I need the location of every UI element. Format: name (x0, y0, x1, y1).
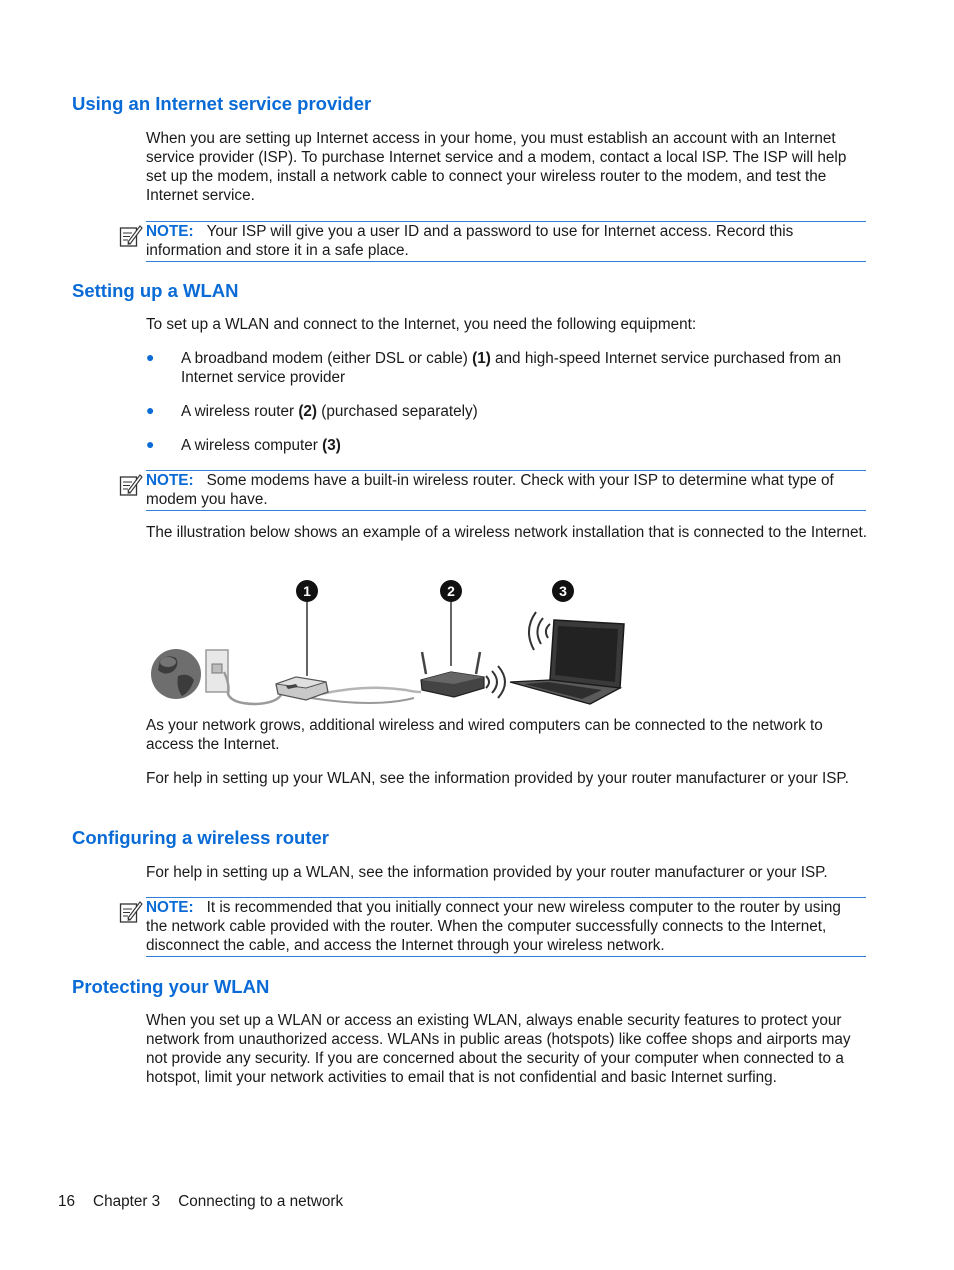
wifi-signal-icon (529, 612, 550, 650)
bullet-text: A wireless router (2) (purchased separately) (181, 403, 478, 420)
wall-jack-icon (206, 650, 228, 692)
note-router (146, 897, 866, 957)
laptop-icon (510, 620, 624, 704)
router-icon (421, 652, 484, 697)
note-text: It is recommended that you initially connect your new wireless computer to the router by using the network cable provided with the router. When the computer successfully connects to the Internet, disconnect the cable, and access the Internet through your wireless network. (146, 899, 841, 954)
wireless-network-illustration (146, 576, 636, 711)
heading-wlan: Setting up a WLAN (72, 280, 239, 301)
heading-protect: Protecting your WLAN (72, 976, 270, 997)
note-isp (146, 221, 866, 262)
modem-icon (276, 677, 328, 700)
isp-paragraph: When you are setting up Internet access in your home, you must establish an account with an Internet service provider (ISP). To purchase Internet service and a modem, contact a local ISP. The ISP will help set up the modem, install a network cable to connect your wireless router to the modem, and test the Internet service. (146, 130, 847, 204)
bullet-text: A broadband modem (either DSL or cable) (1) and high-speed Internet service purchased from an Internet service provider (181, 350, 842, 386)
callout-3 (552, 580, 574, 602)
protect-paragraph: When you set up a WLAN or access an existing WLAN, always enable security features to protect your network from unauthorized access. WLANs in public areas (hotspots) like coffee shops and airports may not provide any security. If you are concerned about the security of your computer when connected to a hotspot, limit your network activities to email that is not confidential and basic Internet surfing. (146, 1012, 851, 1086)
heading-isp: Using an Internet service provider (72, 93, 372, 114)
after-illustration-1: As your network grows, additional wireless and wired computers can be connected to the network to access the Internet. (146, 717, 823, 753)
note-modem (146, 470, 866, 511)
note-pencil-icon (119, 224, 143, 248)
router-paragraph: For help in setting up a WLAN, see the information provided by your router manufacturer or your ISP. (146, 864, 828, 881)
note-text: Your ISP will give you a user ID and a password to use for Internet access. Record this information and store it in a safe place. (146, 223, 794, 259)
note-label: NOTE: (146, 223, 194, 240)
bullet-text: A wireless computer (3) (181, 437, 341, 454)
chapter-title: Connecting to a network (178, 1193, 344, 1210)
svg-text:2: 2 (447, 583, 455, 599)
chapter-label: Chapter 3 (93, 1193, 161, 1210)
note-text: Some modems have a built-in wireless router. Check with your ISP to determine what type of modem you have. (146, 472, 834, 508)
illustration-intro: The illustration below shows an example of a wireless network installation that is connected to the Internet. (146, 524, 868, 541)
page-number: 16 (58, 1193, 76, 1210)
callout-2 (440, 580, 462, 602)
note-label: NOTE: (146, 472, 194, 489)
note-label: NOTE: (146, 899, 194, 916)
bullet-icon: ● (146, 349, 155, 365)
globe-icon (151, 649, 201, 699)
bullet-icon: ● (146, 436, 155, 452)
bullet-icon: ● (146, 402, 155, 418)
wlan-intro: To set up a WLAN and connect to the Internet, you need the following equipment: (146, 316, 697, 333)
page-footer (58, 1192, 343, 1211)
wifi-signal-icon (486, 666, 505, 698)
svg-text:3: 3 (559, 583, 567, 599)
note-pencil-icon (119, 900, 143, 924)
after-illustration-2: For help in setting up your WLAN, see the information provided by your router manufacturer or your ISP. (146, 770, 849, 787)
svg-text:1: 1 (303, 583, 311, 599)
heading-router: Configuring a wireless router (72, 827, 329, 848)
note-pencil-icon (119, 473, 143, 497)
callout-1 (296, 580, 318, 602)
